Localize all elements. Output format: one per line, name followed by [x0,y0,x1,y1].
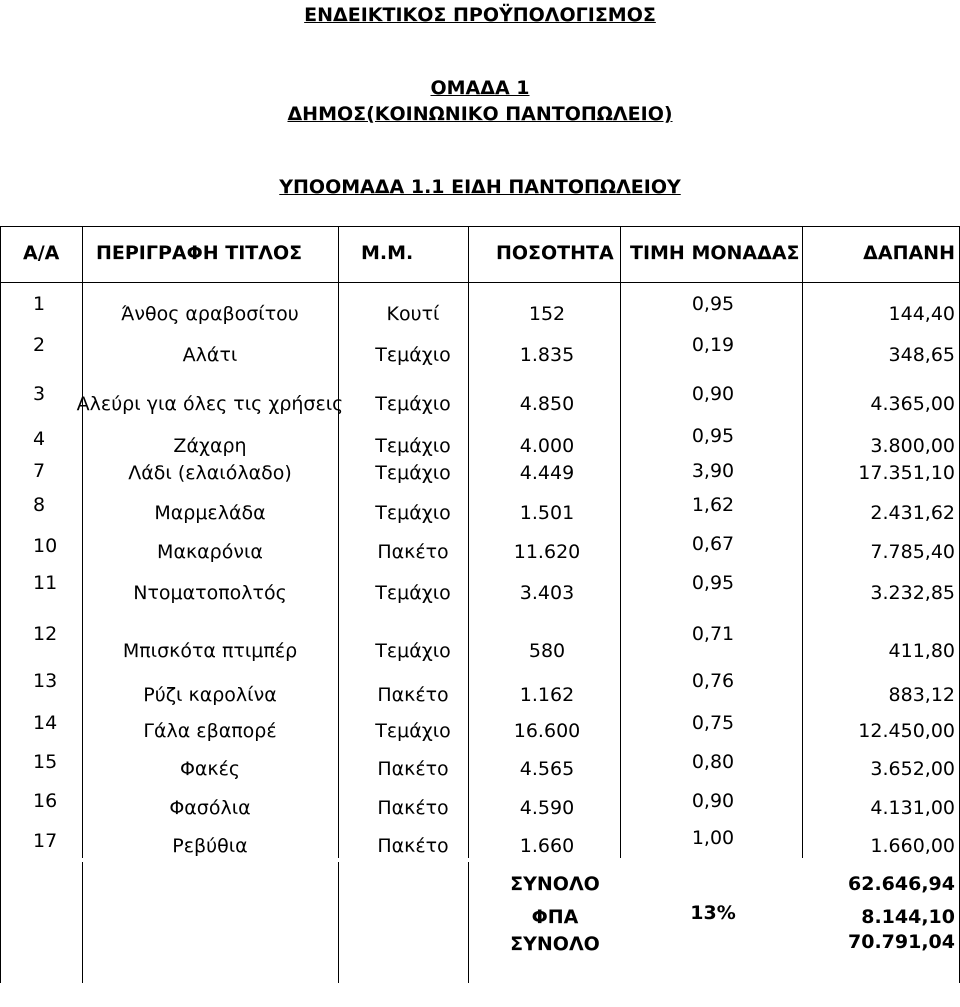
row-price: 0,90 [691,383,735,405]
total-value: 70.791,04 [848,931,955,953]
row-unit: Τεμάχιο [375,640,451,662]
row-aa: 13 [33,670,58,692]
header-unit: Μ.Μ. [361,242,414,264]
column-divider [82,226,83,858]
row-qty: 1.162 [519,684,575,706]
row-desc: Μπισκότα πτιμπέρ [122,640,298,662]
row-price: 0,76 [691,670,735,692]
row-qty: 4.449 [519,462,575,484]
subtotal-value: 62.646,94 [848,873,955,895]
row-cost: 7.785,40 [870,541,955,563]
row-qty: 1.501 [519,502,575,524]
row-qty: 580 [528,640,566,662]
vat-label: ΦΠΑ [531,906,579,928]
row-desc: Μαρμελάδα [154,502,266,524]
row-aa: 7 [33,460,46,482]
column-divider [338,226,339,858]
row-qty: 3.403 [519,582,575,604]
row-desc: Ντοματοπολτός [133,582,287,604]
column-divider [468,226,469,858]
row-desc: Φακές [179,758,241,780]
row-cost: 411,80 [888,640,955,662]
column-divider [468,862,469,983]
row-desc: Άνθος αραβοσίτου [121,303,299,325]
row-unit: Πακέτο [377,835,449,857]
group-title: ΟΜΑΔΑ 1 [430,77,530,99]
row-aa: 1 [33,293,46,315]
row-desc: Γάλα εβαπορέ [143,720,277,742]
column-divider [338,862,339,983]
document-title: ΕΝΔΕΙΚΤΙΚΟΣ ΠΡΟΫΠΟΛΟΓΙΣΜΟΣ [304,4,656,26]
row-aa: 17 [33,830,58,852]
row-price: 0,19 [691,334,735,356]
row-aa: 11 [33,572,58,594]
header-unit-price: ΤΙΜΗ ΜΟΝΑΔΑΣ [630,242,800,264]
row-cost: 3.800,00 [870,435,955,457]
row-qty: 4.590 [519,797,575,819]
row-desc: Αλάτι [182,344,238,366]
row-aa: 15 [33,751,58,773]
row-desc: Μακαρόνια [157,541,263,563]
row-cost: 12.450,00 [858,720,955,742]
subgroup-title: ΥΠΟΟΜΑΔΑ 1.1 ΕΙΔΗ ΠΑΝΤΟΠΩΛΕΙΟΥ [279,176,681,198]
row-price: 0,95 [691,425,735,447]
column-divider [802,226,803,858]
column-divider [82,862,83,983]
row-cost: 1.660,00 [870,835,955,857]
header-aa: Α/Α [23,242,60,264]
row-aa: 12 [33,623,58,645]
row-cost: 4.365,00 [870,393,955,415]
row-unit: Τεμάχιο [375,502,451,524]
row-price: 0,95 [691,572,735,594]
header-quantity: ΠΟΣΟΤΗΤΑ [496,242,614,264]
row-price: 0,90 [691,790,735,812]
row-aa: 2 [33,334,46,356]
row-aa: 16 [33,790,58,812]
vat-value: 8.144,10 [861,906,955,928]
row-qty: 16.600 [513,720,581,742]
table-top-border [0,226,960,227]
row-cost: 348,65 [888,344,955,366]
row-unit: Τεμάχιο [375,582,451,604]
row-qty: 11.620 [513,541,581,563]
row-unit: Τεμάχιο [375,462,451,484]
row-cost: 3.652,00 [870,758,955,780]
row-unit: Πακέτο [377,797,449,819]
row-unit: Τεμάχιο [375,720,451,742]
row-desc: Φασόλια [169,797,251,819]
row-price: 0,75 [691,712,735,734]
row-price: 1,00 [691,827,735,849]
row-desc: Ρύζι καρολίνα [143,684,277,706]
row-cost: 2.431,62 [870,502,955,524]
row-price: 0,67 [691,533,735,555]
row-aa: 8 [33,494,46,516]
row-desc: Λάδι (ελαιόλαδο) [128,462,292,484]
subtotal-label: ΣΥΝΟΛΟ [510,873,600,895]
row-unit: Πακέτο [377,758,449,780]
group-subtitle: ΔΗΜΟΣ(ΚΟΙΝΩΝΙΚΟ ΠΑΝΤΟΠΩΛΕΙΟ) [287,103,673,125]
row-cost: 17.351,10 [858,462,955,484]
row-qty: 1.660 [519,835,575,857]
row-qty: 152 [528,303,566,325]
header-cost: ΔΑΠΑΝΗ [863,242,955,264]
row-aa: 4 [33,428,46,450]
row-qty: 4.000 [519,435,575,457]
row-aa: 3 [33,383,46,405]
row-unit: Πακέτο [377,684,449,706]
row-unit: Τεμάχιο [375,344,451,366]
row-desc: Αλεύρι για όλες τις χρήσεις [76,393,344,415]
row-qty: 4.565 [519,758,575,780]
row-desc: Ζάχαρη [173,435,247,457]
table-left-border [0,226,1,983]
row-price: 0,80 [691,751,735,773]
row-desc: Ρεβύθια [172,835,248,857]
row-cost: 883,12 [888,684,955,706]
row-unit: Τεμάχιο [375,393,451,415]
row-cost: 144,40 [888,303,955,325]
row-unit: Κουτί [386,303,440,325]
row-cost: 3.232,85 [870,582,955,604]
row-price: 0,95 [691,293,735,315]
row-qty: 4.850 [519,393,575,415]
column-divider [620,226,621,858]
row-aa: 10 [33,535,58,557]
header-bottom-border [0,282,960,283]
row-cost: 4.131,00 [870,797,955,819]
row-aa: 14 [33,712,58,734]
row-unit: Πακέτο [377,541,449,563]
total-label: ΣΥΝΟΛΟ [510,933,600,955]
row-unit: Τεμάχιο [375,435,451,457]
row-price: 0,71 [691,623,735,645]
row-qty: 1.835 [519,344,575,366]
row-price: 3,90 [691,460,735,482]
row-price: 1,62 [691,494,735,516]
vat-rate: 13% [690,902,736,924]
header-description: ΠΕΡΙΓΡΑΦΗ ΤΙΤΛΟΣ [96,242,303,264]
